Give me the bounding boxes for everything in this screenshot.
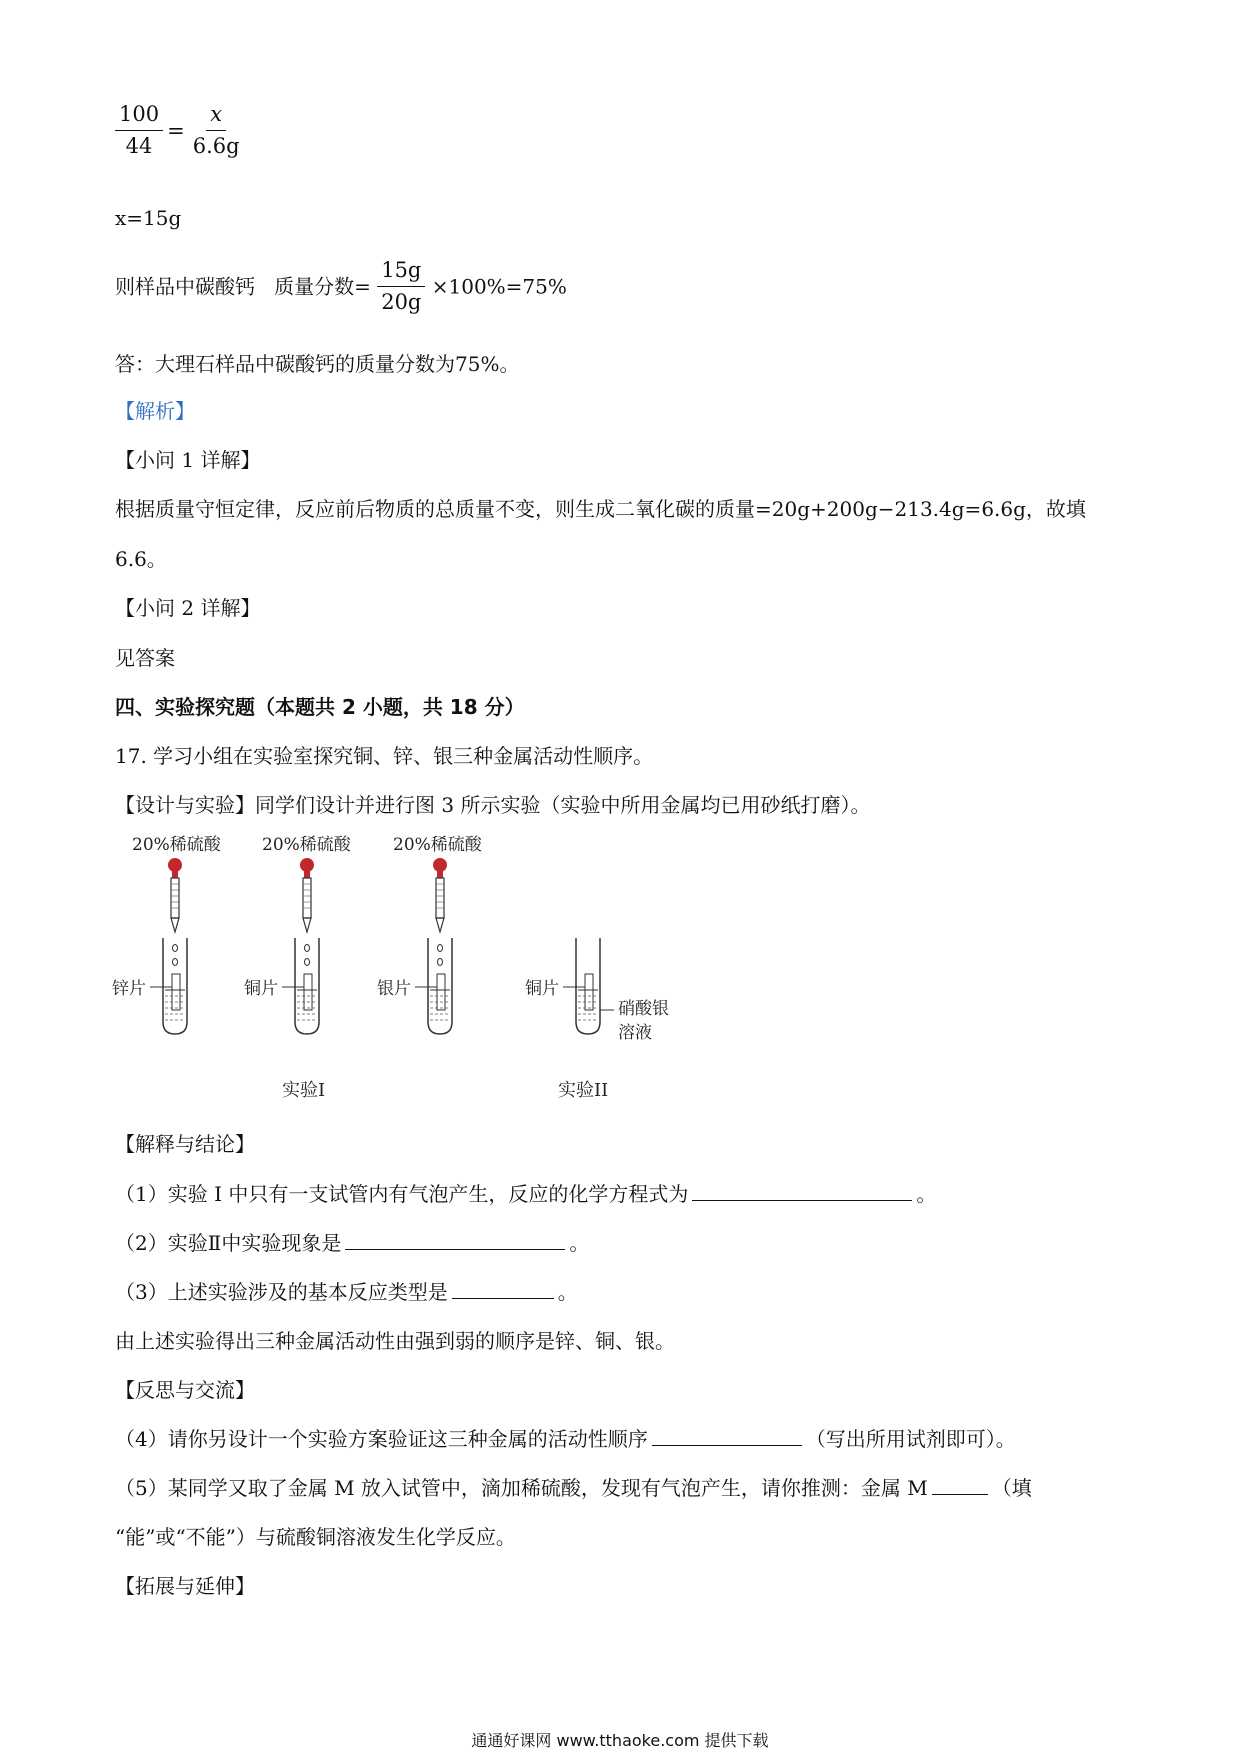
item-5-end: （填: [991, 1476, 1032, 1500]
item-3-text: （3）上述实验涉及的基本反应类型是: [115, 1280, 448, 1304]
fraction-denominator: 6.6g: [192, 134, 240, 158]
equals-sign: =: [167, 118, 185, 143]
mass-fraction-line: [115, 258, 567, 315]
subquestion-2-text: 见答案: [115, 646, 175, 670]
analysis-heading: 【解析】: [115, 399, 195, 423]
item-3: [115, 1278, 578, 1306]
metal-strip: [172, 974, 180, 1010]
page-footer: 通通好课网 www.tthaoke.com 提供下载: [471, 1731, 769, 1750]
mass-fraction-prefix: 则样品中碳酸钙 质量分数=: [115, 274, 371, 299]
item-3-end: 。: [557, 1280, 578, 1304]
acid-label-3: 20%稀硫酸: [393, 835, 482, 855]
dropper-bulb-neck: [172, 870, 178, 878]
metal-label-4: 铜片: [525, 979, 559, 999]
question-17: 17. 学习小组在实验室探究铜、锌、银三种金属活动性顺序。: [115, 744, 654, 768]
fraction-numerator: x: [206, 102, 226, 131]
interpretation-heading: 【解释与结论】: [115, 1132, 255, 1156]
item-4-end: （写出所用试剂即可）。: [805, 1427, 1016, 1451]
answer-line: 答：大理石样品中碳酸钙的质量分数为75%。: [115, 352, 520, 376]
metal-label-1: 锌片: [112, 979, 146, 999]
item-5-continuation: “能”或“不能”）与硫酸铜溶液发生化学反应。: [115, 1525, 516, 1549]
extension-heading: 【拓展与延伸】: [115, 1574, 255, 1598]
acid-label-2: 20%稀硫酸: [262, 835, 351, 855]
fraction-denominator: 44: [125, 134, 153, 158]
dropper-1: [168, 858, 182, 932]
solution-label-line2: 溶液: [618, 1023, 652, 1043]
item-1-end: 。: [916, 1182, 937, 1206]
item-4-text: （4）请你另设计一个实验方案验证这三种金属的活动性顺序: [115, 1427, 648, 1451]
fraction-right: [189, 102, 244, 159]
subquestion-2-heading: 【小问 2 详解】: [115, 596, 261, 620]
answer-blank-1[interactable]: [692, 1180, 912, 1201]
dropper-bulb: [168, 858, 182, 872]
conclusion: 由上述实验得出三种金属活动性由强到弱的顺序是锌、铜、银。: [115, 1329, 675, 1353]
fraction-denominator: 20g: [381, 290, 422, 314]
dropper-3: [433, 858, 447, 932]
acid-label-1: 20%稀硫酸: [132, 835, 221, 855]
metal-label-3: 银片: [377, 979, 411, 999]
x-result: x=15g: [115, 206, 182, 230]
metal-label-2: 铜片: [244, 979, 278, 999]
subquestion-1-text-cont: 6.6。: [115, 547, 167, 571]
experiment-diagram: [110, 820, 710, 1120]
test-tube-3: [415, 938, 452, 1034]
answer-blank-3[interactable]: [452, 1278, 554, 1299]
item-1: [115, 1180, 936, 1208]
fraction-left: [115, 102, 163, 159]
test-tube-2: [282, 938, 319, 1034]
fraction-numerator: 100: [115, 102, 163, 131]
test-tube-4: [563, 938, 614, 1034]
section-title: 四、实验探究题（本题共 2 小题，共 18 分）: [115, 695, 525, 719]
answer-blank-4[interactable]: [652, 1425, 802, 1446]
test-tube-1: [150, 938, 187, 1034]
answer-blank-2[interactable]: [345, 1229, 565, 1250]
experiment-2-caption: 实验II: [558, 1080, 609, 1101]
item-2-text: （2）实验Ⅱ中实验现象是: [115, 1231, 342, 1255]
item-5: [115, 1474, 1032, 1502]
experiment-1-caption: 实验I: [282, 1080, 326, 1101]
mass-fraction: [377, 258, 425, 315]
mass-fraction-suffix: ×100%=75%: [431, 274, 567, 299]
reflection-heading: 【反思与交流】: [115, 1378, 255, 1402]
item-5-text: （5）某同学又取了金属 M 放入试管中，滴加稀硫酸，发现有气泡产生，请你推测：金属 M: [115, 1476, 928, 1500]
item-1-text: （1）实验 I 中只有一支试管内有气泡产生，反应的化学方程式为: [115, 1182, 689, 1206]
item-2-end: 。: [569, 1231, 590, 1255]
design-and-experiment: 【设计与实验】同学们设计并进行图 3 所示实验（实验中所用金属均已用砂纸打磨）。: [115, 793, 871, 817]
experiment-figure: [110, 820, 710, 1120]
dropper-bulb: [300, 858, 314, 872]
dropper-bulb: [433, 858, 447, 872]
subquestion-1-heading: 【小问 1 详解】: [115, 448, 261, 472]
solution-label-line1: 硝酸银: [618, 999, 669, 1019]
item-4: [115, 1425, 1016, 1453]
answer-blank-5[interactable]: [932, 1474, 988, 1495]
dropper-2: [300, 858, 314, 932]
item-2: [115, 1229, 589, 1257]
ratio-equation: [115, 102, 244, 159]
fraction-numerator: 15g: [377, 258, 425, 287]
subquestion-1-text: 根据质量守恒定律，反应前后物质的总质量不变，则生成二氧化碳的质量=20g+200g−213.4g=6.6g，故填: [115, 497, 1086, 521]
